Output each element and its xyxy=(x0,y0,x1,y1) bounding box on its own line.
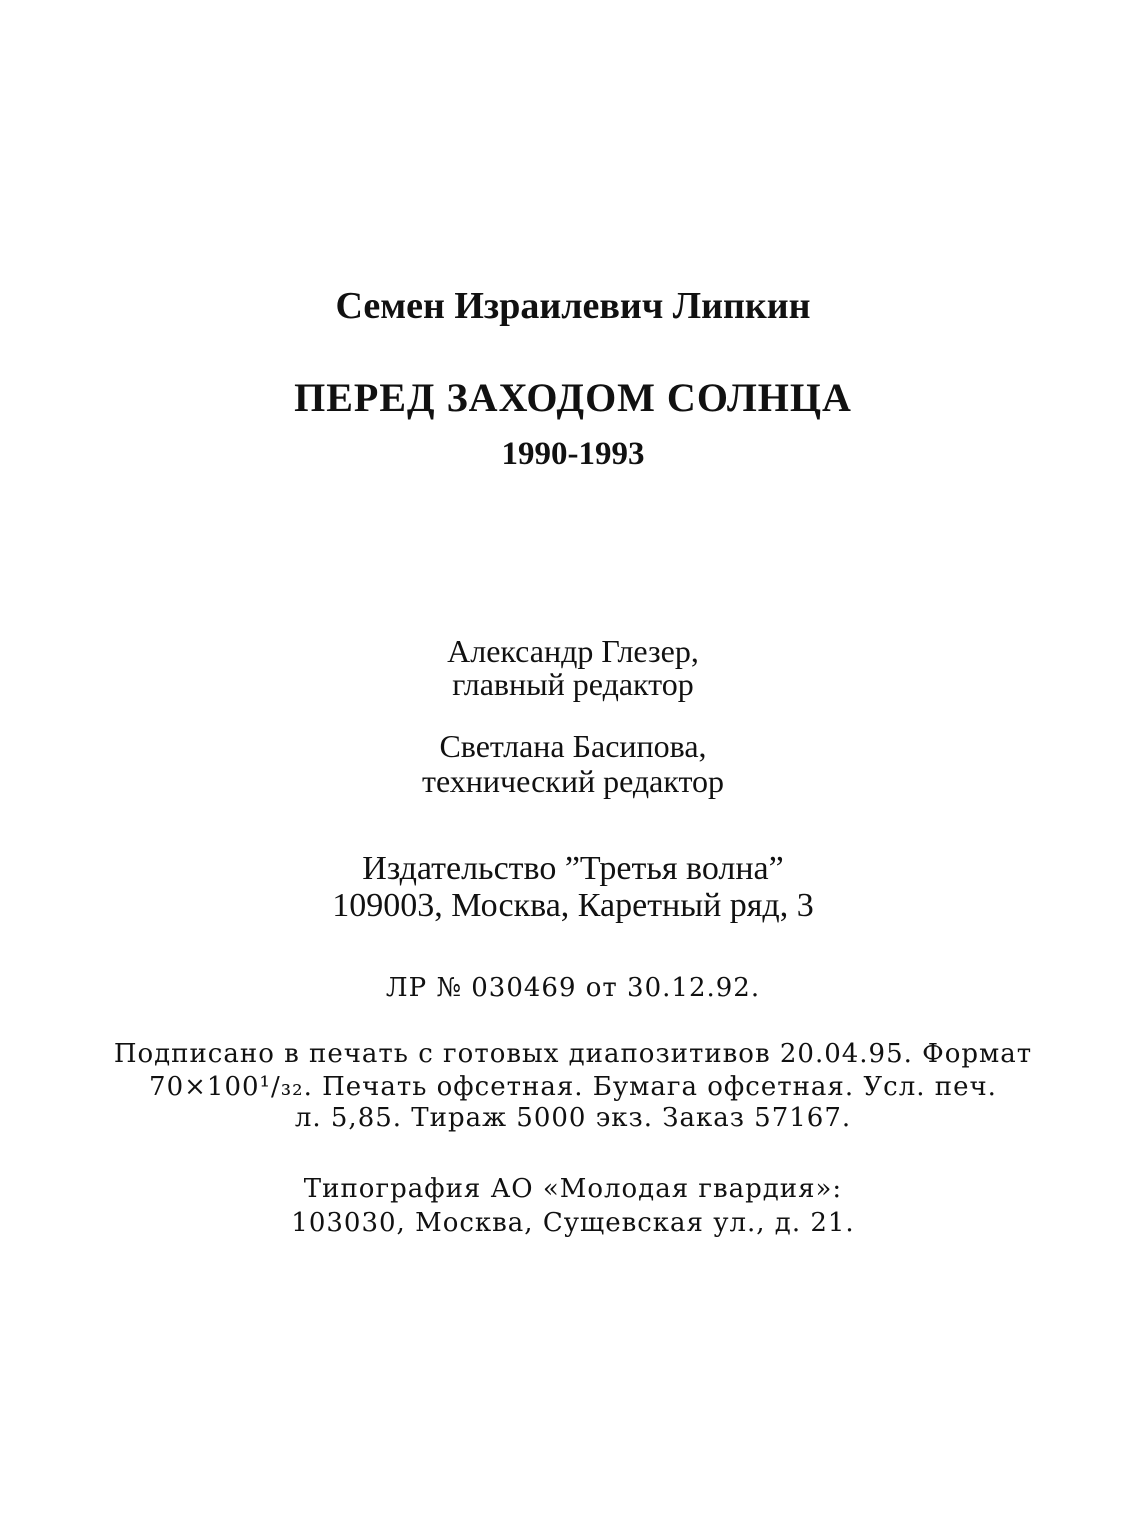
imprint-line: 70×100¹/₃₂. Печать офсетная. Бумага офсетная. Усл. печ. xyxy=(149,1072,997,1102)
editor-role: главный редактор xyxy=(452,666,694,702)
editor-name: Светлана Басипова, xyxy=(439,728,707,764)
imprint-line: Подписано в печать с готовых диапозитивов 20.04.95. Формат xyxy=(113,1039,1033,1069)
publisher-name: Издательство ”Третья волна” xyxy=(362,850,784,887)
book-years: 1990-1993 xyxy=(501,436,645,472)
book-title: ПЕРЕД ЗАХОДОМ СОЛНЦА xyxy=(294,375,852,420)
author-name: Семен Израилевич Липкин xyxy=(335,285,811,327)
license-number: ЛР № 030469 от 30.12.92. xyxy=(385,973,761,1003)
imprint-line: л. 5,85. Тираж 5000 экз. Заказ 57167. xyxy=(294,1103,852,1133)
editor-role: технический редактор xyxy=(421,763,725,799)
printer-address: 103030, Москва, Сущевская ул., д. 21. xyxy=(291,1208,855,1238)
editor-name: Александр Глезер, xyxy=(447,633,699,669)
printer-name: Типография АО «Молодая гвардия»: xyxy=(303,1174,843,1204)
publisher-address: 109003, Москва, Каретный ряд, 3 xyxy=(332,887,814,924)
